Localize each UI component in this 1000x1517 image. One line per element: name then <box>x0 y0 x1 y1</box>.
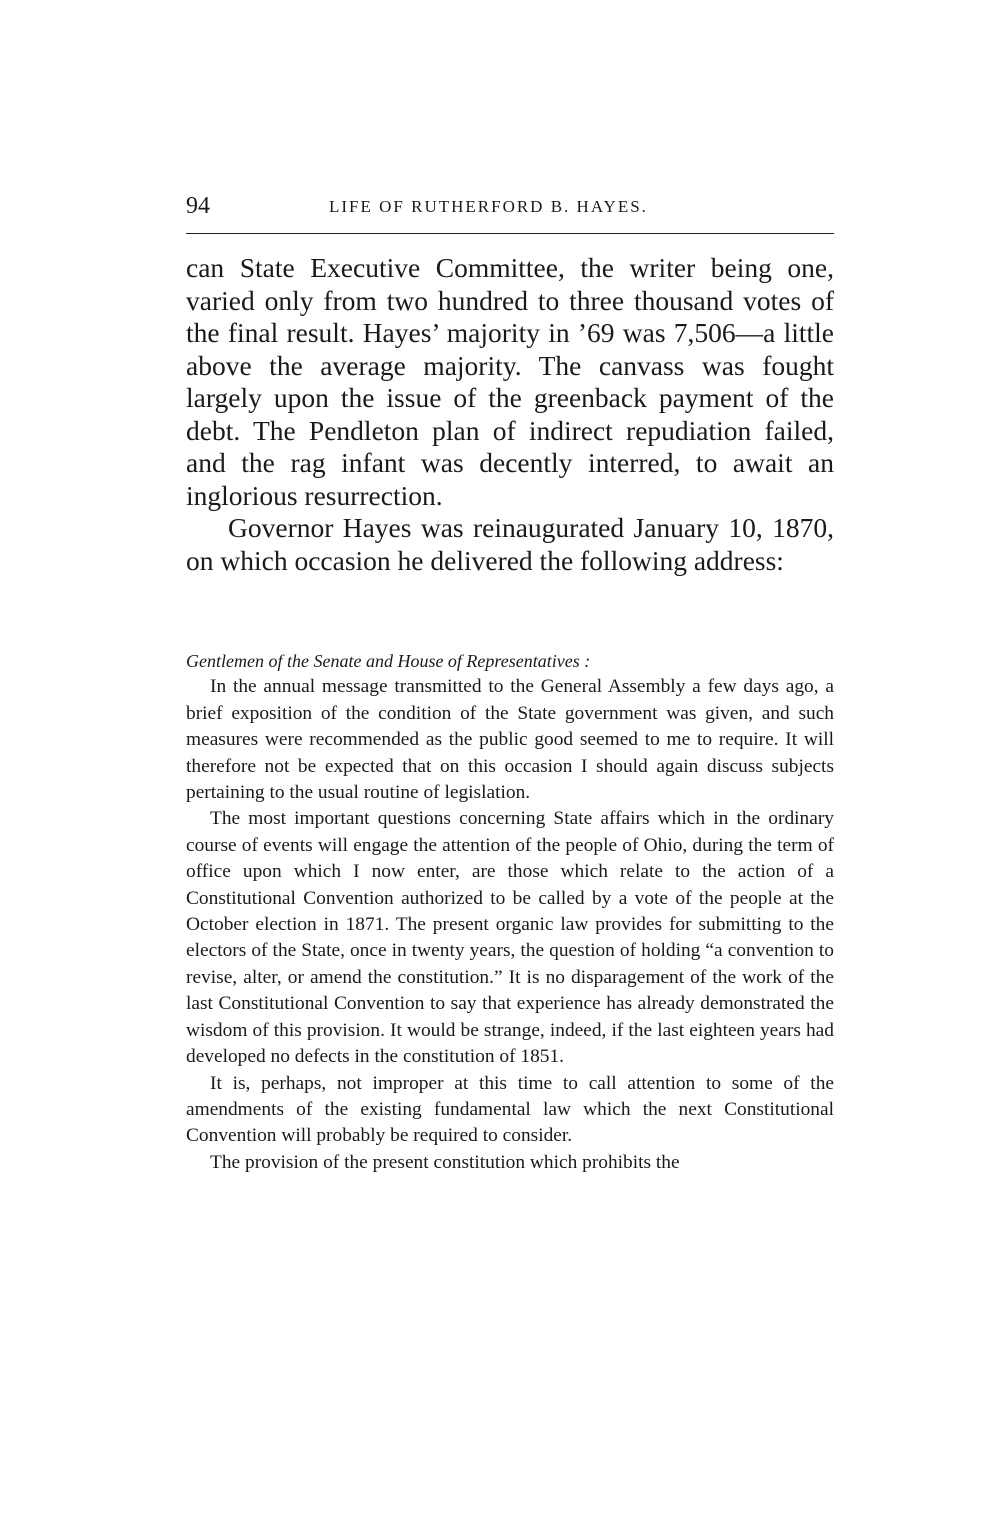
page-number: 94 <box>186 193 210 219</box>
narrative-text <box>186 252 834 577</box>
paragraph: The most important questions concerning State affairs which in the ordinary course of events will engage the attention of the people of Ohio, during the term of office upon which I now enter, are those which relate to the action of a Constitutional Convention authorized to be called by a vote of the people at the October election in 1871. The present organic law provides for submitting to the electors of the State, once in twenty years, the question of holding “a convention to revise, alter, or amend the constitution.” It is no disparagement of the work of the last Constitutional Convention to say that experience has already demonstrated the wisdom of this provision. It would be strange, indeed, if the last eighteen years had developed no defects in the constitution of 1851. <box>186 808 834 1068</box>
salutation: Gentlemen of the Senate and House of Representatives : <box>186 651 591 671</box>
paragraph: It is, perhaps, not improper at this time to call attention to some of the amendments of the existing fundamental law which the next Constitutional Convention will probably be required to consider. <box>186 1072 834 1147</box>
address-text <box>186 648 834 1176</box>
paragraph: can State Executive Committee, the writer being one, varied only from two hundred to three thousand votes of the final result. Hayes’ majority in ’69 was 7,506—a little above the average majority. The canvass was fought largely upon the issue of the greenback payment of the debt. The Pendleton plan of indirect repudiation failed, and the rag infant was decently interred, to await an inglorious resurrection. <box>186 252 834 511</box>
page-header <box>186 192 834 220</box>
paragraph: The provision of the present constitution which prohibits the <box>210 1151 680 1173</box>
header-rule <box>186 233 834 234</box>
paragraph: Governor Hayes was reinaugurated January 10, 1870, on which occasion he delivered the following address: <box>186 512 834 576</box>
paragraph: In the annual message transmitted to the General Assembly a few days ago, a brief exposition of the condition of the State government was given, and such measures were recommended as the public good seemed to me to require. It will therefore not be expected that on this occasion I should again discuss subjects pertaining to the usual routine of legislation. <box>186 676 834 804</box>
running-title: LIFE OF RUTHERFORD B. HAYES. <box>329 197 648 216</box>
